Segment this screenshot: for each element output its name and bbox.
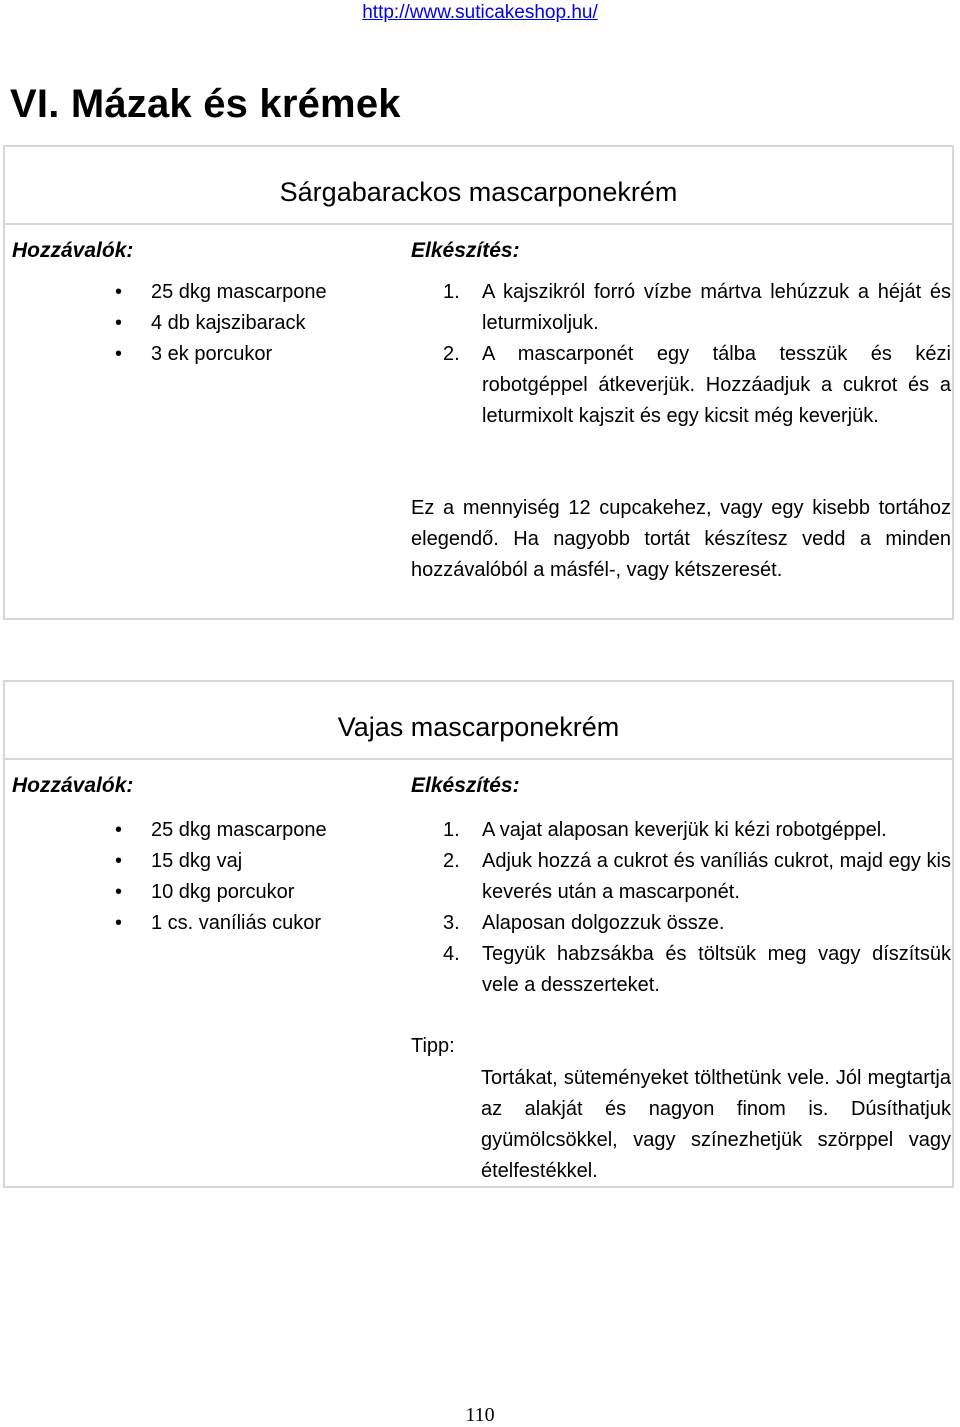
divider — [5, 758, 952, 760]
list-item: • 3 ek porcukor — [115, 339, 327, 370]
list-item: • 4 db kajszibarack — [115, 308, 327, 339]
list-item: • 25 dkg mascarpone — [115, 815, 327, 846]
method-label: Elkészítés: — [411, 239, 520, 262]
method-steps — [443, 815, 951, 1001]
tip-label: Tipp: — [411, 1035, 455, 1057]
step-number: 1. — [443, 281, 460, 303]
header-url-link[interactable]: http://www.suticakeshop.hu/ — [362, 2, 598, 23]
step-number: 3. — [443, 912, 460, 934]
recipe-box-butter — [3, 680, 954, 1188]
step-number: 2. — [443, 343, 460, 365]
list-item — [443, 339, 951, 432]
method-label: Elkészítés: — [411, 774, 520, 797]
step-text: Alaposan dolgozzuk össze. — [482, 912, 725, 934]
step-text: A kajszikról forró vízbe mártva lehúzzuk a héját és leturmixoljuk. — [482, 281, 951, 334]
ingredients-label: Hozzávalók: — [12, 239, 134, 262]
list-item: • 15 dkg vaj — [115, 846, 327, 877]
step-text: Adjuk hozzá a cukrot és vaníliás cukrot, majd egy kis keverés után a mascarponét. — [482, 850, 951, 903]
step-number: 4. — [443, 943, 460, 965]
list-item: • 25 dkg mascarpone — [115, 277, 327, 308]
divider — [5, 223, 952, 225]
recipe-box-apricot — [3, 145, 954, 620]
step-number: 2. — [443, 850, 460, 872]
page-number: 110 — [465, 1404, 495, 1426]
list-item — [443, 908, 951, 939]
list-item — [443, 815, 951, 846]
list-item — [443, 846, 951, 908]
method-steps — [443, 277, 951, 432]
step-text: A mascarponét egy tálba tesszük és kézi robotgéppel átkeverjük. Hozzáadjuk a cukrot és a leturmixolt kajszit és egy kicsit még keverjük. — [482, 343, 951, 427]
list-item — [443, 939, 951, 1001]
ingredients-list — [115, 277, 327, 370]
recipe-note: Ez a mennyiség 12 cupcakehez, vagy egy kisebb tortához elegendő. Ha nagyobb tortát készítesz vedd a minden hozzávalóból a másfél-, vagy kétszeresét. — [411, 497, 951, 581]
list-item — [443, 277, 951, 339]
ingredients-label: Hozzávalók: — [12, 774, 134, 797]
recipe-title: Sárgabarackos mascarponekrém — [279, 177, 678, 207]
tip-text: Tortákat, süteményeket tölthetünk vele. Jól megtartja az alakját és nagyon finom is. Dúsíthatjuk gyümölcsökkel, vagy színezhetjük szörppel vagy ételfestékkel. — [481, 1067, 951, 1182]
step-text: Tegyük habzsákba és töltsük meg vagy díszítsük vele a desszerteket. — [482, 943, 951, 996]
chapter-title: VI. Mázak és krémek — [10, 82, 401, 126]
step-number: 1. — [443, 819, 460, 841]
list-item: • 10 dkg porcukor — [115, 877, 327, 908]
step-text: A vajat alaposan keverjük ki kézi robotgéppel. — [482, 819, 887, 841]
recipe-title: Vajas mascarponekrém — [337, 712, 620, 742]
ingredients-list — [115, 815, 327, 939]
list-item: • 1 cs. vaníliás cukor — [115, 908, 327, 939]
